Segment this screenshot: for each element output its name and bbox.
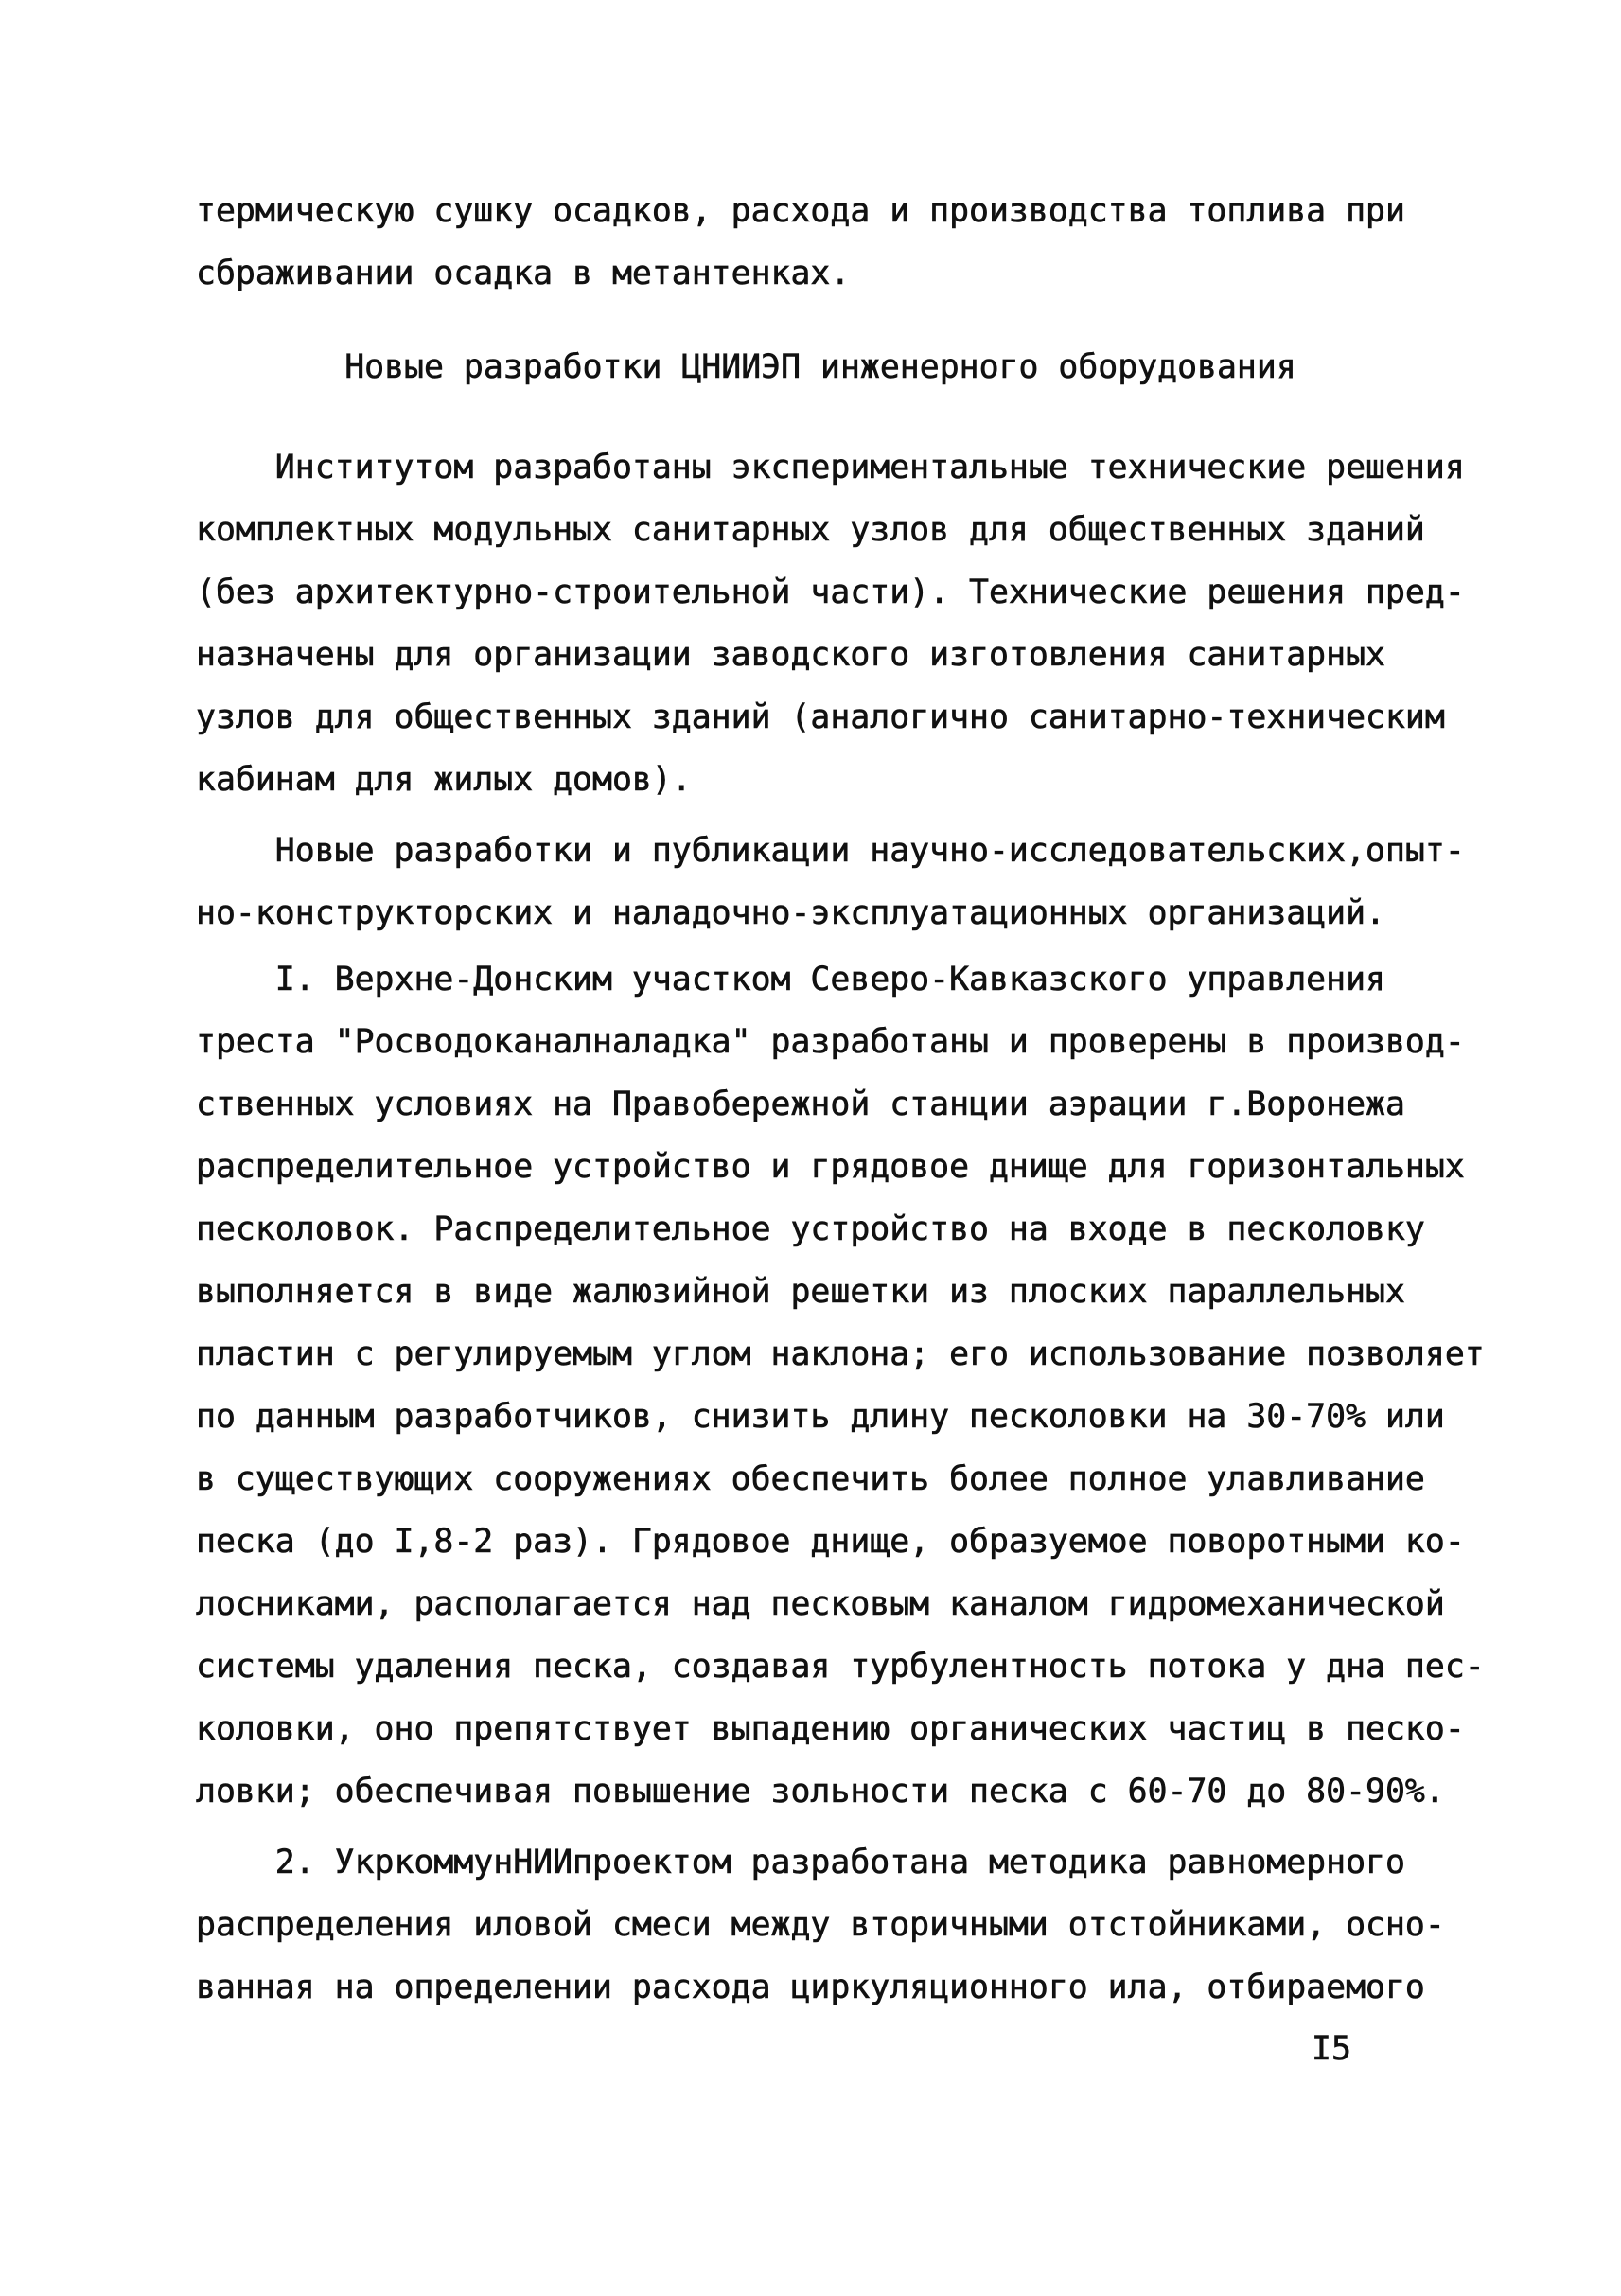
item-1-line-2: треста "Росводоканалналадка" разработаны и проверены в производ- — [196, 1023, 1465, 1061]
item-1-line-9: в существующих сооружениях обеспечить более полное улавливание — [196, 1460, 1425, 1498]
item-1-line-10: песка (до I,8-2 раз). Грядовое днище, образуемое поворотными ко- — [196, 1523, 1465, 1561]
item-1-line-5: песколовок. Распределительное устройство на входе в песколовку — [196, 1210, 1425, 1248]
institute-line-2: комплектных модульных санитарных узлов для общественных зданий — [196, 511, 1425, 549]
item-1-line-3: ственных условиях на Правобережной станции аэрации г.Воронежа — [196, 1086, 1405, 1123]
new-works-line-2: но-конструкторских и наладочно-эксплуатационных организаций. — [196, 894, 1385, 932]
item-1-line-7: пластин с регулируемым углом наклона; его использование позволяет — [196, 1335, 1485, 1373]
page-number: I5 — [1312, 2030, 1351, 2068]
item-1-line-8: по данным разработчиков, снизить длину песколовки на 30-70% или — [196, 1398, 1445, 1436]
institute-line-6: кабинам для жилых домов). — [196, 761, 692, 799]
institute-line-4: назначены для организации заводского изготовления санитарных — [196, 636, 1385, 674]
item-1-line-13: коловки, оно препятствует выпадению органических частиц в песко- — [196, 1710, 1465, 1748]
item-2-line-2: распределения иловой смеси между вторичными отстойниками, осно- — [196, 1906, 1445, 1944]
intro-line-1: термическую сушку осадков, расхода и производства топлива при — [196, 192, 1405, 230]
institute-line-3: (без архитектурно-строительной части). Технические решения пред- — [196, 574, 1465, 611]
item-2-line-1: 2. УкркоммунНИИпроектом разработана методика равномерного — [196, 1844, 1405, 1881]
item-2-line-3: ванная на определении расхода циркуляционного ила, отбираемого — [196, 1969, 1425, 2006]
item-1-line-14: ловки; обеспечивая повышение зольности песка с 60-70 до 80-90%. — [196, 1773, 1445, 1810]
institute-line-1: Институтом разработаны экспериментальные технические решения — [196, 449, 1465, 486]
item-1-line-4: распределительное устройство и грядовое днище для горизонтальных — [196, 1148, 1465, 1186]
section-heading: Новые разработки ЦНИИЭП инженерного оборудования — [344, 348, 1296, 386]
item-1-line-1: I. Верхне-Донским участком Северо-Кавказского управления — [196, 961, 1385, 998]
institute-line-5: узлов для общественных зданий (аналогично санитарно-техническим — [196, 698, 1445, 736]
intro-line-2: сбраживании осадка в метантенках. — [196, 255, 851, 292]
item-1-line-12: системы удаления песка, создавая турбулентность потока у дна пес- — [196, 1648, 1485, 1686]
item-1-line-6: выполняется в виде жалюзийной решетки из плоских параллельных — [196, 1273, 1405, 1311]
item-1-line-11: лосниками, располагается над песковым каналом гидромеханической — [196, 1585, 1445, 1623]
new-works-line-1: Новые разработки и публикации научно-исследовательских,опыт- — [196, 832, 1465, 870]
